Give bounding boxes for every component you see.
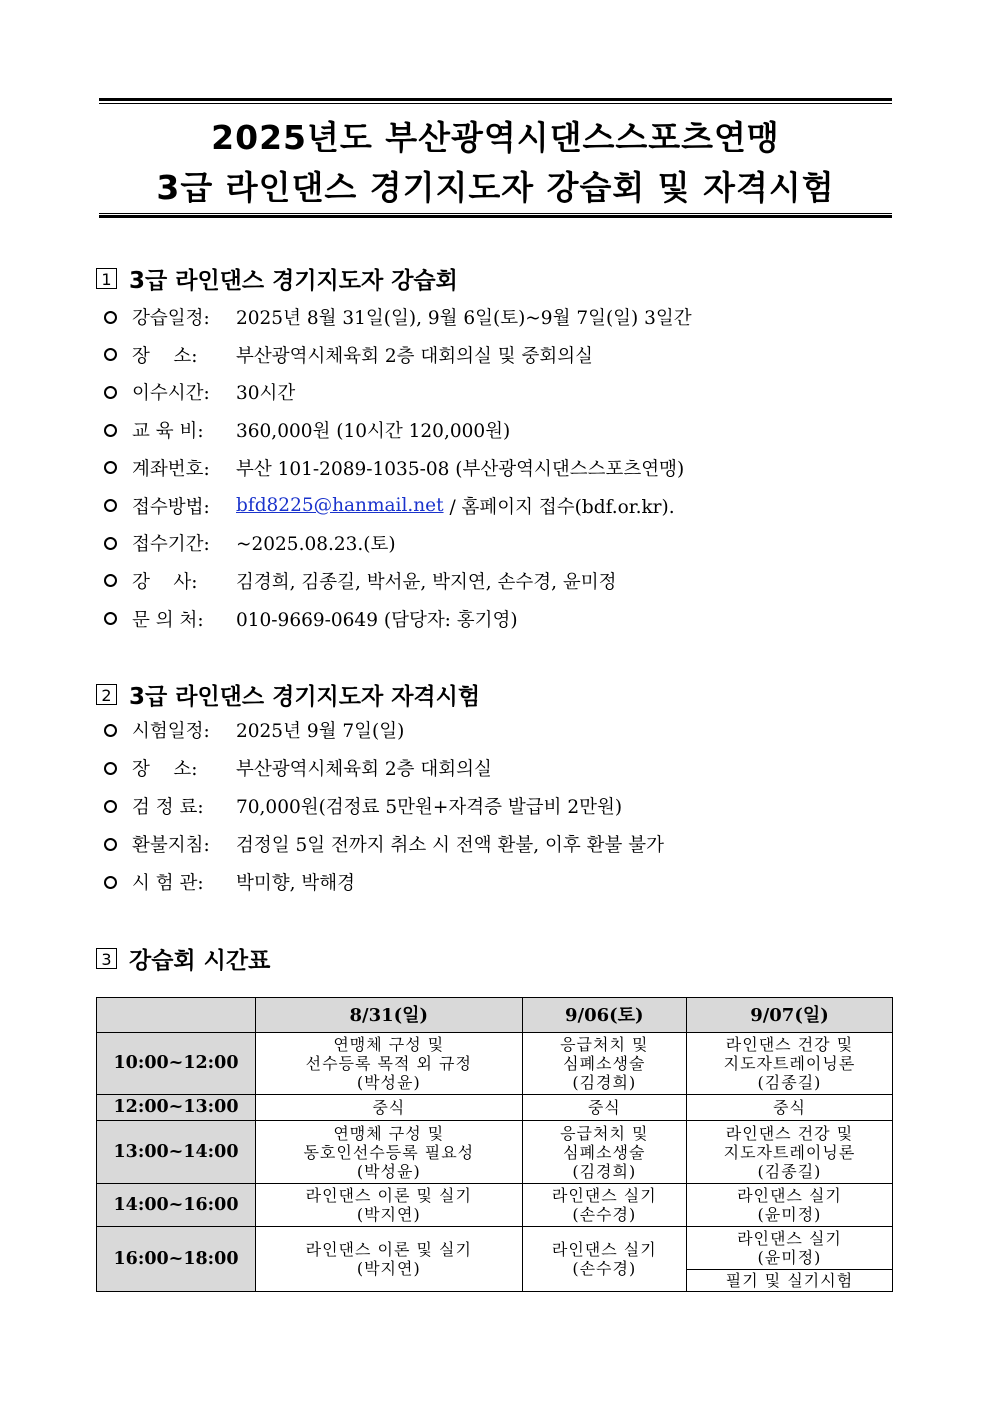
info-label: 시험일정: [132,721,210,742]
info-label: 강 사: [132,571,198,593]
info-value: 360,000원 (10시간 120,000원) [236,421,511,443]
circle-bullet-icon [104,348,117,361]
email-link[interactable]: bfd8225@hanmail.net [236,495,444,516]
schedule-cell: 중식 [256,1095,523,1121]
info-label: 장 소: [132,759,198,780]
title-rule-bottom-thin [99,213,892,214]
table-row [97,1121,893,1184]
info-label: 이수시간: [132,383,210,405]
info-item [104,417,510,443]
info-label: 접수기간: [132,534,210,556]
time-cell: 16:00~18:00 [97,1227,256,1292]
schedule-cell: 라인댄스 건강 및 지도자트레이닝론 (김종길) [686,1121,892,1184]
info-item [104,869,355,895]
title-line-1: 2025년도 부산광역시댄스스포츠연맹 [211,118,780,157]
info-label: 문 의 처: [132,609,204,631]
schedule-table [96,997,893,1292]
section-number-box: 1 [96,268,117,289]
circle-bullet-icon [104,537,117,550]
section-1-heading [96,262,458,295]
schedule-cell: 연맹체 구성 및 선수등록 목적 외 규정 (박성윤) [256,1033,523,1095]
info-item [104,530,396,556]
info-label: 장 소: [132,345,198,367]
info-item [104,568,617,594]
circle-bullet-icon [104,386,117,399]
table-corner-cell [97,998,256,1033]
schedule-cell: 중식 [522,1095,686,1121]
info-item [104,379,295,405]
schedule-cell: 응급처치 및 심폐소생술 (김경희) [522,1033,686,1095]
schedule-cell: 라인댄스 실기 (손수경) [522,1184,686,1227]
info-value: 30시간 [236,383,296,405]
info-value: / 홈페이지 접수(bdf.or.kr). [443,496,675,518]
table-row [97,1184,893,1227]
circle-bullet-icon [104,876,117,889]
schedule-cell: 라인댄스 이론 및 실기 (박지연) [256,1184,523,1227]
circle-bullet-icon [104,762,117,775]
table-header-day: 9/07(일) [686,998,892,1033]
info-label: 강습일정: [132,308,210,329]
info-item [104,793,622,819]
circle-bullet-icon [104,838,117,851]
schedule-cell: 라인댄스 건강 및 지도자트레이닝론 (김종길) [686,1033,892,1095]
table-row [97,1033,893,1095]
info-label: 검 정 료: [132,797,204,818]
info-item [104,717,404,743]
info-value: 010-9669-0649 (담당자: 홍기영) [236,609,518,631]
circle-bullet-icon [104,424,117,437]
circle-bullet-icon [104,499,117,512]
section-title: 3급 라인댄스 경기지도자 강습회 [129,268,458,294]
table-header-day: 8/31(일) [256,998,523,1033]
info-label: 계좌번호: [132,458,210,480]
section-number-box: 2 [96,684,117,705]
info-value: ~2025.08.23.(토) [236,534,396,556]
info-item [104,755,492,781]
title-rule-top [99,98,892,101]
circle-bullet-icon [104,311,117,324]
circle-bullet-icon [104,800,117,813]
info-value: 부산광역시체육회 2층 대회의실 및 중회의실 [236,345,593,367]
time-cell: 12:00~13:00 [97,1095,256,1121]
info-value: 부산 101-2089-1035-08 (부산광역시댄스스포츠연맹) [236,458,685,480]
info-value: 김경희, 김종길, 박서윤, 박지연, 손수경, 윤미정 [236,571,617,593]
title-block [99,98,892,218]
section-title: 3급 라인댄스 경기지도자 자격시험 [129,684,481,710]
exam-cell: 필기 및 실기시험 [686,1270,892,1292]
info-value: 2025년 9월 7일(일) [236,721,405,742]
info-value: 박미향, 박해경 [236,873,355,894]
info-label: 환불지침: [132,835,210,856]
time-cell: 13:00~14:00 [97,1121,256,1184]
info-value: 2025년 8월 31일(일), 9월 6일(토)~9월 7일(일) 3일간 [236,308,692,329]
circle-bullet-icon [104,612,117,625]
circle-bullet-icon [104,461,117,474]
circle-bullet-icon [104,724,117,737]
info-label: 접수방법: [132,496,210,518]
title-rule-top-thin [99,103,892,104]
schedule-cell: 라인댄스 이론 및 실기 (박지연) [256,1227,523,1292]
info-value: 검정일 5일 전까지 취소 시 전액 환불, 이후 환불 불가 [236,835,664,856]
table-row [97,1227,893,1270]
table-row [97,1095,893,1121]
circle-bullet-icon [104,574,117,587]
info-item [104,304,692,330]
time-cell: 10:00~12:00 [97,1033,256,1095]
section-number-box: 3 [96,948,117,969]
schedule-cell: 중식 [686,1095,892,1121]
schedule-cell: 라인댄스 실기 (윤미정) [686,1184,892,1227]
info-item [104,455,684,481]
section-3-heading [96,942,270,975]
time-cell: 14:00~16:00 [97,1184,256,1227]
title-rule-bottom [99,215,892,218]
info-label: 교 육 비: [132,421,204,443]
schedule-cell: 라인댄스 실기 (윤미정) [686,1227,892,1270]
schedule-cell: 라인댄스 실기 (손수경) [522,1227,686,1292]
info-value: 70,000원(검정료 5만원+자격증 발급비 2만원) [236,797,623,818]
title-line-2: 3급 라인댄스 경기지도자 강습회 및 자격시험 [156,168,835,207]
schedule-cell: 연맹체 구성 및 동호인선수등록 필요성 (박성윤) [256,1121,523,1184]
info-item [104,493,675,519]
table-header-row [97,998,893,1033]
info-item [104,342,593,368]
info-item [104,606,518,632]
info-value: 부산광역시체육회 2층 대회의실 [236,759,492,780]
section-2-heading [96,678,480,711]
table-header-day: 9/06(토) [522,998,686,1033]
section-title: 강습회 시간표 [129,948,271,974]
info-label: 시 험 관: [132,873,204,894]
schedule-cell: 응급처치 및 심폐소생술 (김경희) [522,1121,686,1184]
info-item [104,831,664,857]
